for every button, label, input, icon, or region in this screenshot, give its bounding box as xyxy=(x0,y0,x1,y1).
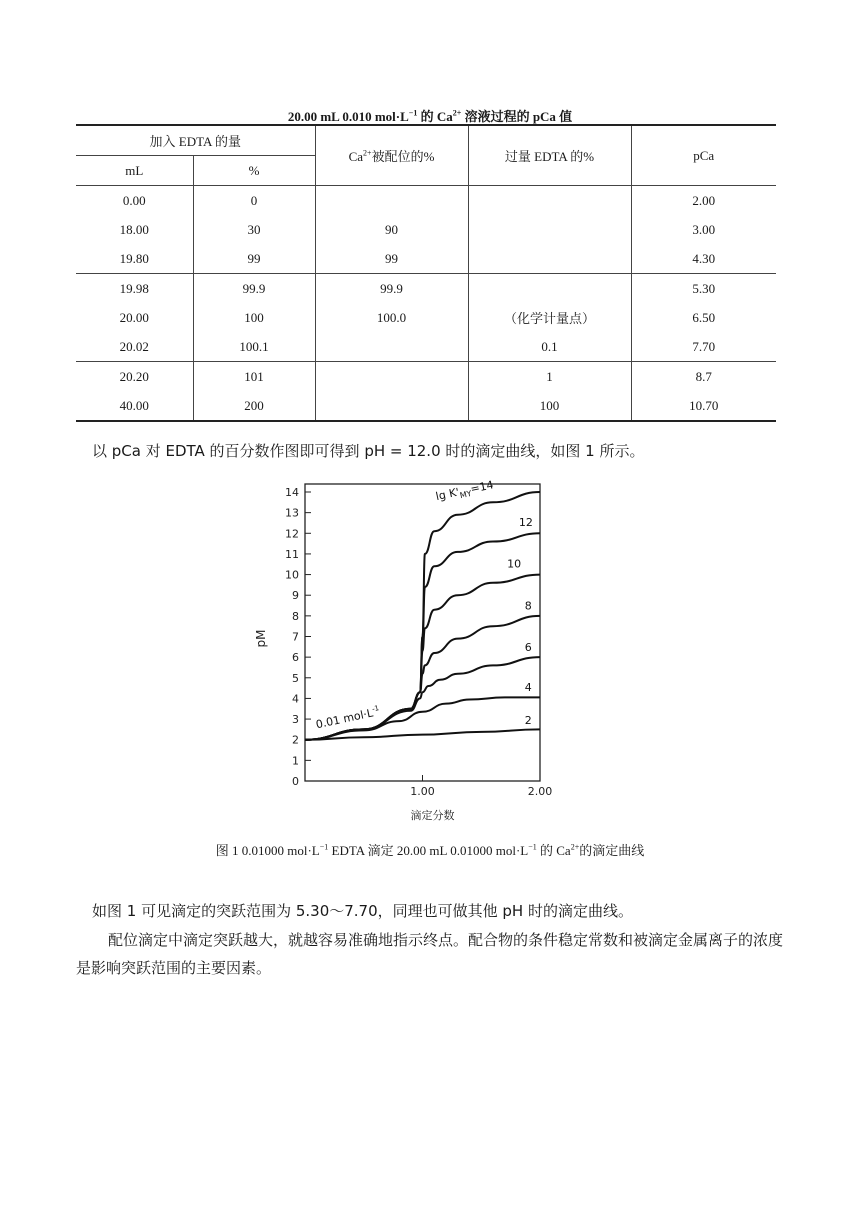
header-complexed: $Ca^{2+}$被配位的% xyxy=(315,125,468,186)
table-cell: 10.70 xyxy=(689,397,719,413)
table-cell: 90 xyxy=(315,215,468,244)
table-cell xyxy=(468,244,631,274)
table-body xyxy=(76,186,776,422)
x-tick-label: 2.00 xyxy=(527,785,553,798)
table-cell: 99 xyxy=(193,244,315,274)
table-cell xyxy=(468,215,631,244)
y-tick-label: 8 xyxy=(292,609,299,623)
y-tick-label: 2 xyxy=(292,733,299,747)
table-cell: 0 xyxy=(193,186,315,216)
table-cell: 18.00 xyxy=(76,215,193,244)
table-cell: 3.00 xyxy=(692,221,716,237)
table-cell: 7.70 xyxy=(692,338,716,354)
table-cell: 101 xyxy=(193,362,315,392)
y-tick-label: 3 xyxy=(292,713,299,727)
header-added: 加入 EDTA 的量 xyxy=(76,125,315,156)
table-row xyxy=(76,274,776,304)
y-axis-label: pM xyxy=(254,629,268,648)
table-row xyxy=(76,215,776,244)
series-label: $\lg K'_{MY}=14$ xyxy=(434,478,495,504)
intro-text: 以 pCa 对 EDTA 的百分数作图即可得到 pH = 12.0 时的滴定曲线，如图 1 所示。 xyxy=(92,442,645,460)
table-cell: 4.30 xyxy=(692,250,716,266)
table-row xyxy=(76,186,776,216)
concentration-label: 0.01 $mol\cdot L^{-1}$ xyxy=(314,704,380,732)
series-line xyxy=(305,657,540,740)
series-label: 10 xyxy=(507,557,522,571)
y-tick-label: 1 xyxy=(292,754,299,768)
table-title: 20.00 mL 0.010 $mol\cdot L^{-1}$ 的 $Ca^{2+}$ 溶液过程的 pCa 值 xyxy=(287,108,573,124)
table-row xyxy=(76,332,776,362)
table-cell: 100.0 xyxy=(315,303,468,332)
table-cell xyxy=(468,186,631,216)
table-cell: 99 xyxy=(315,244,468,274)
y-tick-label: 14 xyxy=(285,486,299,499)
table-cell: 99.9 xyxy=(315,274,468,304)
table-cell: 19.98 xyxy=(76,274,193,304)
table-cell xyxy=(315,332,468,362)
table-row xyxy=(76,362,776,392)
table-cell: 20.20 xyxy=(76,362,193,392)
table-cell: 40.00 xyxy=(76,391,193,421)
table-cell: 100 xyxy=(193,303,315,332)
table-row xyxy=(76,303,776,332)
table-cell: 19.80 xyxy=(76,244,193,274)
table-cell: 2.00 xyxy=(692,192,716,208)
y-tick-label: 0 xyxy=(292,775,299,788)
y-tick-label: 13 xyxy=(285,506,299,520)
table-row xyxy=(76,391,776,421)
table-cell xyxy=(315,362,468,392)
paragraph-factors: 配位滴定中滴定突跃越大，就越容易准确地指示终点。配合物的条件稳定常数和被滴定金属离子的浓度是影响突跃范围的主要因素。 xyxy=(76,931,784,977)
series-line xyxy=(305,729,540,739)
y-tick-label: 9 xyxy=(292,589,299,603)
table-cell: 6.50 xyxy=(692,309,716,325)
table-cell: 20.00 xyxy=(76,303,193,332)
table-cell: 0.1 xyxy=(468,332,631,362)
y-tick-label: 11 xyxy=(285,547,299,561)
series-label: 8 xyxy=(524,599,532,613)
table-row xyxy=(76,244,776,274)
header-excess: 过量 EDTA 的% xyxy=(468,125,631,186)
table-cell: （化学计量点） xyxy=(468,303,631,332)
table-cell xyxy=(315,186,468,216)
table-cell: 5.30 xyxy=(692,280,716,296)
series-label: 2 xyxy=(524,714,532,728)
header-pca: pCa xyxy=(631,125,776,186)
y-tick-label: 5 xyxy=(292,671,299,685)
header-pct: % xyxy=(193,156,315,186)
x-axis-label: 滴定分数 xyxy=(410,809,455,822)
figure-caption: 图 1 0.01000 $mol\cdot L^{-1}$ EDTA 滴定 20.00 mL 0.01000 $mol\cdot L^{-1}$ 的 $Ca^{2+}$的滴定曲线 xyxy=(215,842,645,858)
series-label: 12 xyxy=(518,516,533,530)
table-cell xyxy=(468,274,631,304)
table-cell: 1 xyxy=(468,362,631,392)
x-tick-label: 1.00 xyxy=(410,785,435,798)
table-cell: 20.02 xyxy=(76,332,193,362)
y-tick-label: 10 xyxy=(285,568,299,582)
table-cell: 0.00 xyxy=(76,186,193,216)
y-tick-label: 12 xyxy=(285,527,299,541)
series-line xyxy=(305,492,540,740)
titration-chart xyxy=(0,478,860,838)
series-label: 6 xyxy=(524,640,532,654)
table-cell: 8.7 xyxy=(695,368,712,384)
table-cell: 30 xyxy=(193,215,315,244)
paragraph-jump-range: 如图 1 可见滴定的突跃范围为 5.30～7.70，同理也可做其他 pH 时的滴定曲线。 xyxy=(92,902,633,920)
table-cell xyxy=(315,391,468,421)
series-label: 4 xyxy=(524,681,532,695)
header-ml: mL xyxy=(76,156,193,186)
table-cell: 99.9 xyxy=(193,274,315,304)
y-tick-label: 4 xyxy=(292,692,299,706)
series-line xyxy=(305,533,540,739)
y-tick-label: 6 xyxy=(292,651,299,665)
y-tick-label: 7 xyxy=(292,630,299,644)
table-cell: 100.1 xyxy=(193,332,315,362)
pca-table xyxy=(76,124,776,422)
table-cell: 200 xyxy=(193,391,315,421)
table-cell: 100 xyxy=(468,391,631,421)
